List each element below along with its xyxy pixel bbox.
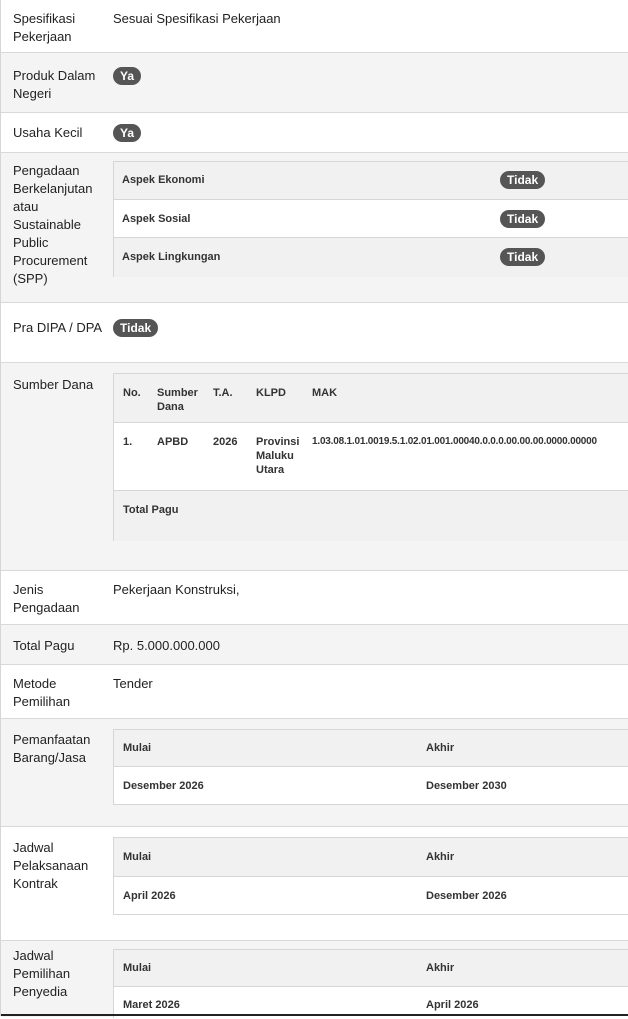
spp-item-name: Aspek Ekonomi (122, 174, 205, 186)
col-akhir: Akhir (426, 851, 455, 863)
label-jenis: Jenis Pengadaan (13, 582, 80, 615)
row-jadwal-pemilihan (1, 940, 628, 1017)
row-pra-dipa (1, 302, 628, 363)
table-header (114, 838, 628, 876)
spp-table (113, 161, 628, 277)
table-header (114, 950, 628, 986)
jadwal-kontrak-table (113, 837, 628, 915)
status-badge: Ya (113, 67, 141, 85)
col-ta: T.A. (213, 387, 233, 399)
table-row (114, 876, 628, 915)
label-produk: Produk Dalam Negeri (13, 68, 96, 101)
col-mulai: Mulai (123, 962, 152, 974)
spp-item (114, 162, 628, 199)
cell-mulai: April 2026 (123, 890, 176, 902)
value-spesifikasi: Sesuai Spesifikasi Pekerjaan (113, 11, 281, 26)
cell-akhir: Desember 2026 (426, 890, 507, 902)
row-metode (1, 664, 628, 719)
value-usaha (113, 124, 141, 142)
value-pra-dipa (113, 319, 158, 337)
col-mak: MAK (312, 387, 338, 399)
col-akhir: Akhir (426, 962, 455, 974)
label-spesifikasi: Spesifikasi Pekerjaan (13, 11, 76, 44)
row-jadwal-kontrak (1, 826, 628, 941)
row-usaha-kecil (1, 112, 628, 153)
spp-item (114, 199, 628, 238)
row-produk-dalam-negeri (1, 52, 628, 113)
table-total-row (114, 490, 628, 541)
status-badge: Tidak (500, 171, 545, 189)
cell-sumber: APBD (157, 436, 189, 448)
table-row (114, 766, 628, 805)
value-total-pagu: Rp. 5.000.000.000 (113, 638, 220, 653)
table-header (114, 374, 628, 422)
row-sumber-dana (1, 362, 628, 571)
cell-mak: 1.03.08.1.01.0019.5.1.02.01.001.00040.0.0.0.00.00.00.0000.00000 (312, 436, 597, 447)
total-pagu-label: Total Pagu (123, 504, 179, 516)
pemanfaatan-table (113, 729, 628, 805)
col-mulai: Mulai (123, 851, 152, 863)
cell-akhir: Desember 2030 (426, 780, 507, 792)
cell-ta: 2026 (213, 436, 238, 448)
spp-item (114, 237, 628, 277)
sumber-dana-table (113, 373, 628, 541)
table-header (114, 730, 628, 766)
spp-item-name: Aspek Sosial (122, 213, 191, 225)
row-spp (1, 152, 628, 303)
spp-item-name: Aspek Lingkungan (122, 251, 221, 263)
status-badge: Tidak (500, 210, 545, 228)
label-jadwal-kontrak: Jadwal Pelaksanaan Kontrak (13, 840, 89, 891)
col-klpd: KLPD (256, 387, 286, 399)
status-badge: Tidak (113, 319, 158, 337)
cell-akhir: April 2026 (426, 999, 479, 1011)
cell-no: 1. (123, 436, 133, 448)
cell-klpd: Provinsi Maluku Utara (256, 436, 300, 476)
label-jadwal-pemilihan: Jadwal Pemilihan Penyedia (13, 948, 71, 999)
status-badge: Ya (113, 124, 141, 142)
label-metode: Metode Pemilihan (13, 676, 71, 709)
col-akhir: Akhir (426, 742, 455, 754)
table-row (114, 422, 628, 491)
jadwal-pemilihan-table (113, 949, 628, 1018)
value-metode: Tender (113, 676, 153, 691)
label-pemanfaatan: Pemanfaatan Barang/Jasa (13, 732, 91, 765)
label-sumber-dana: Sumber Dana (13, 377, 94, 392)
row-pemanfaatan (1, 718, 628, 827)
col-sumber: Sumber Dana (157, 387, 198, 413)
label-pra-dipa: Pra DIPA / DPA (13, 320, 103, 335)
status-badge: Tidak (500, 248, 545, 266)
col-no: No. (123, 387, 141, 399)
col-mulai: Mulai (123, 742, 152, 754)
value-jenis: Pekerjaan Konstruksi, (113, 582, 240, 597)
row-total-pagu (1, 624, 628, 665)
value-produk (113, 67, 141, 85)
cell-mulai: Maret 2026 (123, 999, 180, 1011)
row-jenis-pengadaan (1, 570, 628, 625)
label-total-pagu: Total Pagu (13, 638, 75, 653)
row-spesifikasi (1, 0, 628, 52)
cell-mulai: Desember 2026 (123, 780, 204, 792)
label-spp: Pengadaan Berkelanjutan atau Sustainable Public Procurement (SPP) (13, 163, 93, 286)
label-usaha: Usaha Kecil (13, 125, 83, 140)
